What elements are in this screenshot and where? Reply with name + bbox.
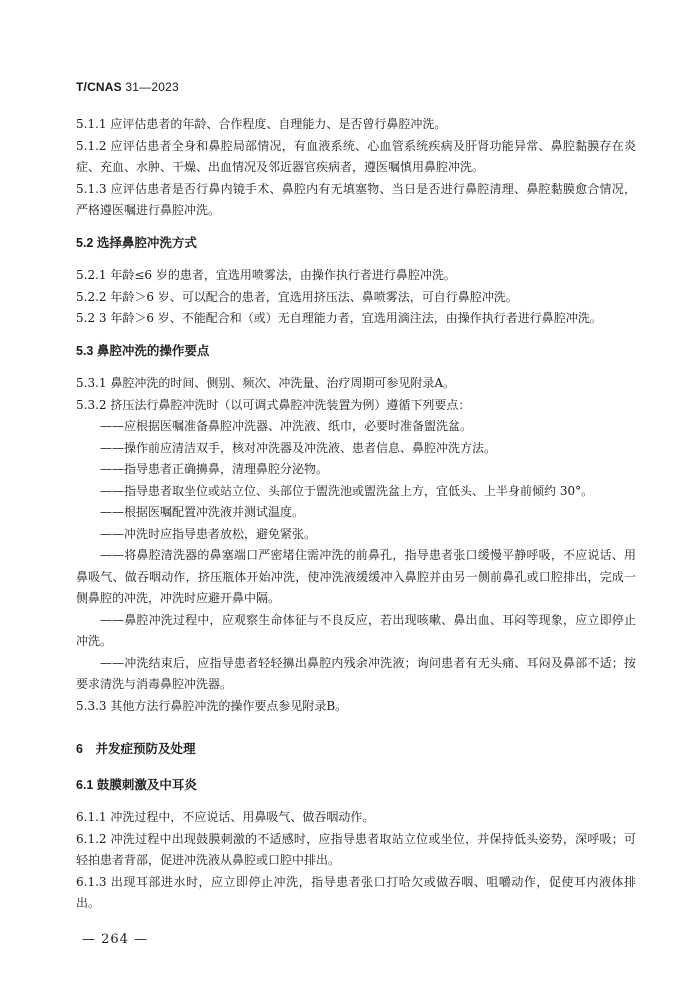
clause-5-1-2: 5.1.2 应评估患者全身和鼻腔局部情况，有血液系统、心血管系统疾病及肝肾功能异常、鼻腔黏膜存在炎症、充血、水肿、干燥、出血情况及邻近器官疾病者，遵医嘱慎用鼻腔冲洗。 [76,138,636,174]
clause-5-1-3: 5.1.3 应评估患者是否行鼻内镜手术、鼻腔内有无填塞物、当日是否进行鼻腔清理、鼻腔黏膜愈合情况，严格遵医嘱进行鼻腔冲洗。 [76,181,636,217]
clause-5-2-1: 5.2.1 年龄≤6 岁的患者，宜选用喷雾法，由操作执行者进行鼻腔冲洗。 [76,268,456,282]
list-item: ——冲洗结束后，应指导患者轻轻擤出鼻腔内残余冲洗液；询问患者有无头痛、耳闷及鼻部不适；按要求清洗与消毒鼻腔冲洗器。 [76,655,636,691]
clause-5-3-3: 5.3.3 其他方法行鼻腔冲洗的操作要点参见附录B。 [76,698,348,713]
page-number: — 264 — [82,932,149,947]
list-item: ——将鼻腔清洗器的鼻塞端口严密堵住需冲洗的前鼻孔，指导患者张口缓慢平静呼吸，不应说话、用鼻吸气、做吞咽动作，挤压瓶体开始冲洗，使冲洗液缓缓冲入鼻腔并由另一侧前鼻孔或口腔排出，完成一侧鼻腔的冲洗，冲洗时应避开鼻中隔。 [76,548,636,605]
clause-6-1-2: 6.1.2 冲洗过程中出现鼓膜刺激的不适感时，应指导患者取站立位或坐位，并保持低头姿势，深呼吸；可轻拍患者背部，促进冲洗液从鼻腔或口腔中排出。 [76,831,636,867]
section-heading-6-1: 6.1 鼓膜刺激及中耳炎 [76,777,197,792]
list-item: ——冲洗时应指导患者放松，避免紧张。 [100,526,317,541]
main-content [76,114,636,915]
clause-5-1-1: 5.1.1 应评估患者的年龄、合作程度、自理能力、是否曾行鼻腔冲洗。 [76,117,447,131]
clause-5-2-3: 5.2 3 年龄＞6 岁、不能配合和（或）无自理能力者，宜选用滴注法，由操作执行者进行鼻腔冲洗。 [76,311,602,325]
section-heading-5-3: 5.3 鼻腔冲洗的操作要点 [76,343,210,358]
standard-header [76,80,179,94]
standard-prefix: T/CNAS [76,80,122,94]
list-item: ——指导患者取坐位或站立位、头部位于盥洗池或盥洗盆上方，宜低头、上半身前倾约 30°。 [100,483,594,498]
clause-5-2-2: 5.2.2 年龄＞6 岁、可以配合的患者，宜选用挤压法、鼻喷雾法，可自行鼻腔冲洗。 [76,289,518,304]
clause-5-3-1: 5.3.1 鼻腔冲洗的时间、侧别、频次、冲洗量、治疗周期可参见附录A。 [76,376,456,390]
list-item: ——操作前应清洁双手，核对冲洗器及冲洗液、患者信息、鼻腔冲洗方法。 [100,440,497,455]
list-item: ——应根据医嘱准备鼻腔冲洗器、冲洗液、纸巾，必要时准备盥洗盆。 [100,419,473,433]
list-item: ——鼻腔冲洗过程中，应观察生命体征与不良反应，若出现咳嗽、鼻出血、耳闷等现象，应立即停止冲洗。 [76,612,636,648]
clause-6-1-3: 6.1.3 出现耳部进水时，应立即停止冲洗，指导患者张口打哈欠或做吞咽、咀嚼动作，促使耳内液体排出。 [76,874,636,910]
list-item: ——指导患者正确擤鼻，清理鼻腔分泌物。 [100,462,329,476]
chapter-heading-6: 6 并发症预防及处理 [76,742,196,756]
clause-5-3-2: 5.3.2 挤压法行鼻腔冲洗时（以可调式鼻腔冲洗装置为例）遵循下列要点： [76,397,471,412]
clause-6-1-1: 6.1.1 冲洗过程中，不应说话、用鼻吸气、做吞咽动作。 [76,810,375,824]
section-heading-5-2: 5.2 选择鼻腔冲洗方式 [76,235,197,250]
standard-number: 31—2023 [121,80,179,94]
list-item: ——根据医嘱配置冲洗液并测试温度。 [100,505,305,519]
